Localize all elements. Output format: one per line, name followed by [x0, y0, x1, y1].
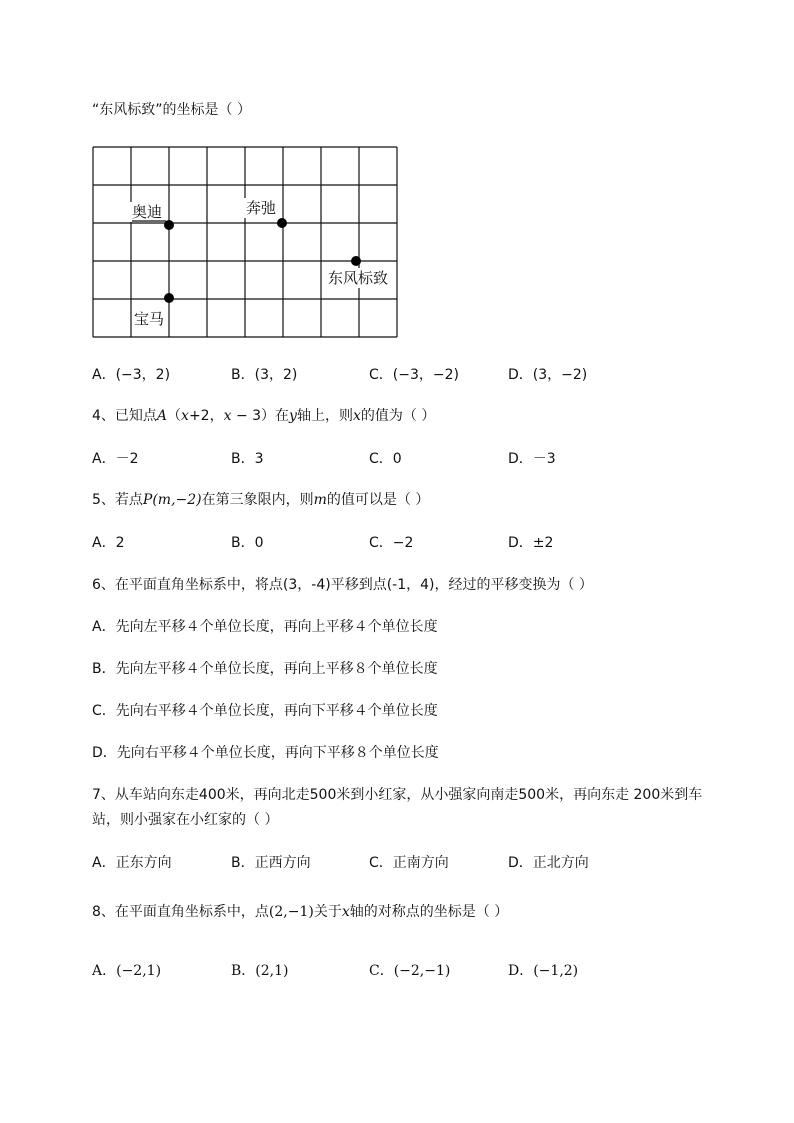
q4-option-c[interactable]: C．0 [369, 451, 402, 467]
q8-stem [92, 903, 508, 921]
q6-option-b[interactable]: B．先向左平移４个单位长度，再向上平移８个单位长度 [92, 661, 438, 677]
q4-coord-mid1: +2， [188, 408, 224, 424]
q8-option-a[interactable]: A．(−2,1) [92, 963, 162, 979]
audi-label: 奥迪 [132, 203, 163, 221]
q3-grid-figure [92, 146, 398, 338]
q4-mid3: 轴上，则 [296, 408, 353, 424]
q7-stem-line1: 7、从车站向东走400米，再向北走500米到小红家，从小强家向南走500米，再向东走 200米到车 [92, 787, 703, 803]
q8-mid: 关于 [313, 904, 342, 920]
q4-suffix: 的值为（ ） [360, 408, 436, 424]
q5-var-m: m [313, 492, 327, 508]
q4-stem [92, 407, 435, 425]
q5-point: P(m,−2) [142, 492, 202, 508]
q3-option-c[interactable]: C．(−3，−2) [369, 367, 459, 383]
q5-mid: 在第三象限内，则 [201, 492, 314, 508]
q5-option-c[interactable]: C．−2 [369, 535, 414, 551]
q3-option-d[interactable]: D．(3，−2) [508, 367, 588, 383]
q4-var-x1: x [181, 408, 189, 424]
benz-label: 奔弛 [246, 199, 277, 217]
q4-option-b[interactable]: B．3 [231, 451, 264, 467]
q4-prefix: 4、已知点 [92, 408, 157, 424]
q4-coord-mid2: − 3）在 [231, 408, 290, 424]
q7-option-a[interactable]: A．正东方向 [92, 855, 172, 871]
grid-lines [93, 147, 397, 337]
q8-option-c[interactable]: C．(−2,−1) [369, 963, 451, 979]
q6-stem: 6、在平面直角坐标系中，将点(3，-4)平移到点(-1，4)，经过的平移变换为（ ） [92, 577, 593, 593]
peugeot-label: 东风标致 [328, 269, 389, 287]
q7-stem-line2: 站，则小强家在小红家的（ ） [92, 812, 279, 828]
q8-options [92, 962, 712, 980]
q4-coord-open: （ [167, 408, 182, 424]
q5-suffix: 的值可以是（ ） [326, 492, 430, 508]
bmw-label: 宝马 [134, 310, 165, 328]
q8-option-b[interactable]: B．(2,1) [231, 963, 289, 979]
q4-var-x3: x [352, 408, 361, 424]
q4-option-a[interactable]: A．－2 [92, 451, 139, 467]
q8-point: (2,−1) [268, 904, 314, 920]
q5-prefix: 5、若点 [92, 492, 143, 508]
q3-options [92, 366, 712, 384]
q4-axis-var: y [289, 408, 297, 424]
peugeot-point [351, 256, 361, 266]
q5-stem [92, 491, 429, 509]
q7-options [92, 854, 712, 872]
q3-option-a[interactable]: A．(−3，2) [92, 367, 171, 383]
q6-option-c[interactable]: C．先向右平移４个单位长度，再向下平移４个单位长度 [92, 703, 438, 719]
q7-option-c[interactable]: C．正南方向 [369, 855, 449, 871]
q8-prefix: 8、在平面直角坐标系中，点 [92, 904, 269, 920]
q4-var-x2: x [223, 408, 232, 424]
bmw-point [164, 293, 174, 303]
q5-options [92, 534, 712, 552]
q8-suffix: 轴的对称点的坐标是（ ） [349, 904, 509, 920]
q7-option-d[interactable]: D．正北方向 [508, 855, 589, 871]
q4-options [92, 450, 712, 468]
q8-axis-var: x [341, 904, 350, 920]
q3-option-b[interactable]: B．(3，2) [231, 367, 298, 383]
q3-stem: “东风标致”的坐标是（ ） [92, 102, 251, 118]
q6-option-a[interactable]: A．先向左平移４个单位长度，再向上平移４个单位长度 [92, 619, 438, 635]
q4-option-d[interactable]: D．－3 [508, 451, 556, 467]
q8-option-d[interactable]: D．(−1,2) [508, 963, 579, 979]
q5-option-b[interactable]: B．0 [231, 535, 264, 551]
q5-option-d[interactable]: D．±2 [508, 535, 554, 551]
benz-point [277, 218, 287, 228]
q6-option-d[interactable]: D．先向右平移４个单位长度，再向下平移８个单位长度 [92, 745, 439, 761]
grid-svg [92, 146, 398, 338]
q4-point-name: A [156, 408, 168, 424]
q5-option-a[interactable]: A．2 [92, 535, 125, 551]
q7-option-b[interactable]: B．正西方向 [231, 855, 311, 871]
